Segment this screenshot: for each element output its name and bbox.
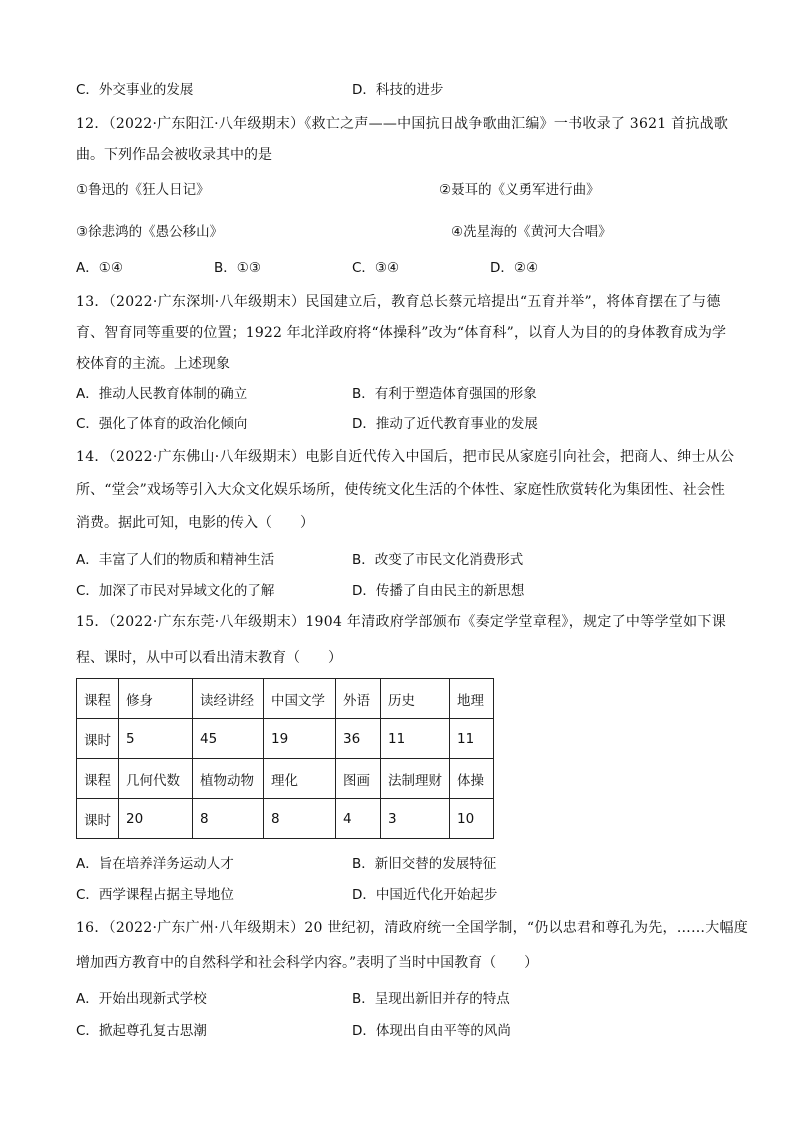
table-cell: 20 — [119, 799, 193, 839]
q12-option-a: A．①④ — [76, 260, 123, 276]
q16-option-b: B．呈现出新旧并存的特点 — [352, 991, 510, 1007]
table-cell: 课时 — [77, 719, 119, 759]
course-hours-table — [76, 678, 494, 839]
table-cell: 4 — [336, 799, 381, 839]
table-cell: 8 — [264, 799, 336, 839]
q13-stem-line2: 育、智育同等重要的位置；1922 年北洋政府将“体操科”改为“体育科”，以育人为目的的身体教育成为学 — [76, 325, 727, 341]
q15-option-c: C．西学课程占据主导地位 — [76, 887, 234, 903]
table-cell: 课程 — [77, 679, 119, 719]
table-cell: 中国文学 — [264, 679, 336, 719]
q12-stem-line2: 曲。下列作品会被收录其中的是 — [76, 147, 272, 163]
table-cell: 几何代数 — [119, 759, 193, 799]
table-row — [77, 719, 494, 759]
q12-item-4: ④冼星海的《黄河大合唱》 — [451, 224, 612, 240]
q13-stem-line3: 校体育的主流。上述现象 — [76, 356, 230, 372]
q12-option-c: C．③④ — [352, 260, 400, 276]
table-cell: 植物动物 — [193, 759, 264, 799]
table-cell: 5 — [119, 719, 193, 759]
q13-option-c: C．强化了体育的政治化倾向 — [76, 416, 248, 432]
q14-stem-line3: 消费。据此可知，电影的传入（ ） — [76, 515, 314, 531]
q14-stem-line2: 所、“堂会”戏场等引入大众文化娱乐场所，使传统文化生活的个体性、家庭性欣赏转化为集团性、社会性 — [76, 482, 726, 498]
q12-item-2: ②聂耳的《义勇军进行曲》 — [439, 182, 600, 198]
table-cell: 8 — [193, 799, 264, 839]
q13-option-a: A．推动人民教育体制的确立 — [76, 386, 248, 402]
table-cell: 11 — [381, 719, 450, 759]
q16-stem-line1: 16．（2022·广东广州·八年级期末）20 世纪初，清政府统一全国学制，“仍以忠君和尊孔为先，……大幅度 — [76, 920, 749, 936]
q15-option-d: D．中国近代化开始起步 — [352, 887, 498, 903]
q13-option-d: D．推动了近代教育事业的发展 — [352, 416, 538, 432]
table-row — [77, 759, 494, 799]
q12-option-b: B．①③ — [214, 260, 261, 276]
table-cell: 图画 — [336, 759, 381, 799]
q15-option-a: A．旨在培养洋务运动人才 — [76, 856, 234, 872]
q16-option-c: C．掀起尊孔复古思潮 — [76, 1023, 207, 1039]
table-row — [77, 799, 494, 839]
q12-item-1: ①鲁迅的《狂人日记》 — [76, 182, 210, 198]
table-cell: 课时 — [77, 799, 119, 839]
q14-stem-line1: 14．（2022·广东佛山·八年级期末）电影自近代传入中国后，把市民从家庭引向社会，把商人、绅士从公 — [76, 449, 735, 465]
table-cell: 读经讲经 — [193, 679, 264, 719]
table-cell: 地理 — [450, 679, 494, 719]
table-cell: 外语 — [336, 679, 381, 719]
q16-option-a: A．开始出现新式学校 — [76, 991, 207, 1007]
q14-option-c: C．加深了市民对异域文化的了解 — [76, 583, 275, 599]
q11-option-c: C．外交事业的发展 — [76, 82, 194, 98]
table-cell: 法制理财 — [381, 759, 450, 799]
table-cell: 36 — [336, 719, 381, 759]
q14-option-b: B．改变了市民文化消费形式 — [352, 552, 524, 568]
q12-option-d: D．②④ — [490, 260, 539, 276]
table-cell: 19 — [264, 719, 336, 759]
q12-stem-line1: 12．（2022·广东阳江·八年级期末）《救亡之声——中国抗日战争歌曲汇编》一书收录了 3621 首抗战歌 — [76, 116, 729, 132]
table-cell: 修身 — [119, 679, 193, 719]
table-cell: 3 — [381, 799, 450, 839]
table-row — [77, 679, 494, 719]
table-cell: 体操 — [450, 759, 494, 799]
q11-option-d: D．科技的进步 — [352, 82, 444, 98]
table-cell: 11 — [450, 719, 494, 759]
table-cell: 历史 — [381, 679, 450, 719]
table-cell: 课程 — [77, 759, 119, 799]
q13-stem-line1: 13．（2022·广东深圳·八年级期末）民国建立后，教育总长蔡元培提出“五育并举”，将体育摆在了与德 — [76, 294, 721, 310]
q15-stem-line2: 程、课时，从中可以看出清末教育（ ） — [76, 650, 342, 666]
q14-option-a: A．丰富了人们的物质和精神生活 — [76, 552, 275, 568]
q16-option-d: D．体现出自由平等的风尚 — [352, 1023, 511, 1039]
q12-item-3: ③徐悲鸿的《愚公移山》 — [76, 224, 224, 240]
q15-option-b: B．新旧交替的发展特征 — [352, 856, 497, 872]
q13-option-b: B．有利于塑造体育强国的形象 — [352, 386, 537, 402]
table-cell: 45 — [193, 719, 264, 759]
table-cell: 10 — [450, 799, 494, 839]
q15-stem-line1: 15．（2022·广东东莞·八年级期末）1904 年清政府学部颁布《奏定学堂章程》，规定了中等学堂如下课 — [76, 614, 727, 630]
q16-stem-line2: 增加西方教育中的自然科学和社会科学内容。”表明了当时中国教育（ ） — [76, 955, 539, 971]
table-cell: 理化 — [264, 759, 336, 799]
q14-option-d: D．传播了自由民主的新思想 — [352, 583, 525, 599]
